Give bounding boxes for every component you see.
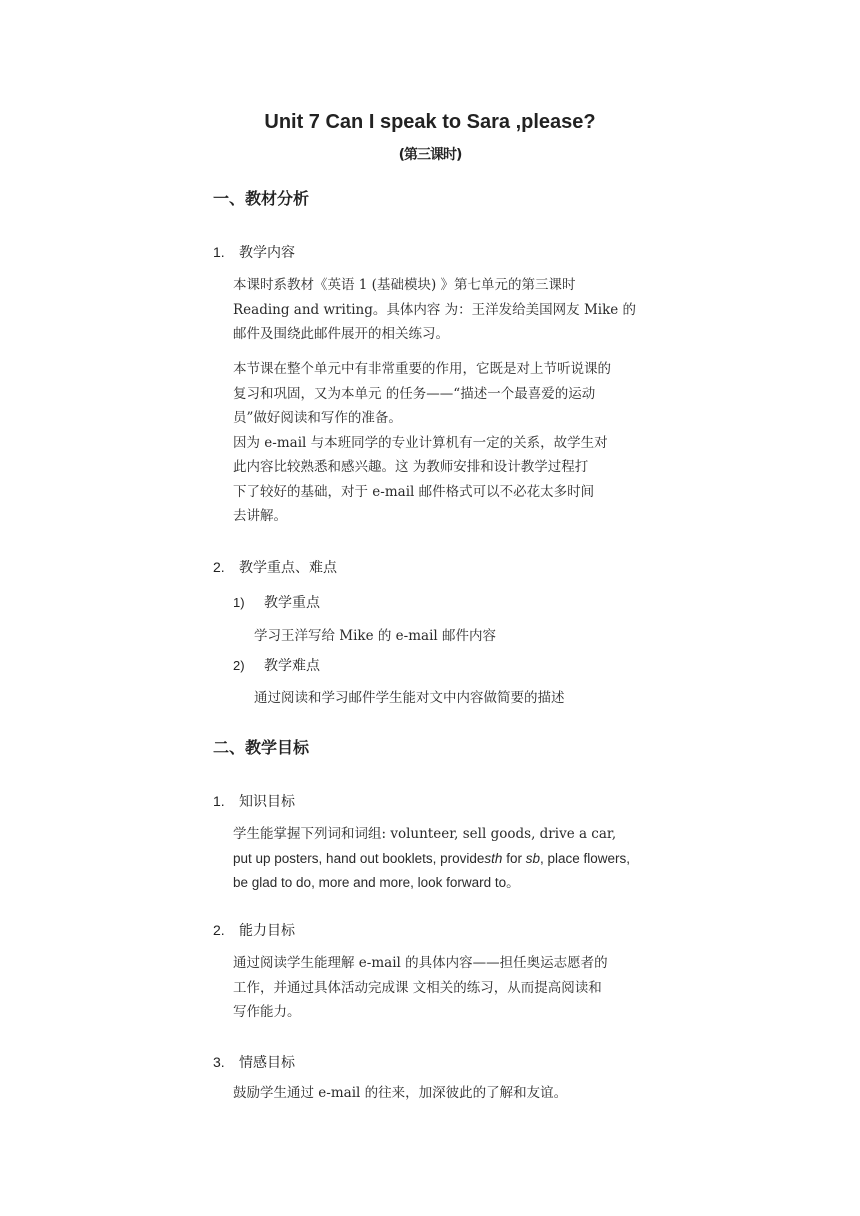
section2-item3-heading <box>213 1052 295 1072</box>
section2-heading: 二、教学目标 <box>213 738 310 757</box>
difficulties-subheading <box>233 655 320 675</box>
paragraph-line: 工作，并通过具体活动完成课 文相关的练习，从而提高阅读和 <box>233 979 602 996</box>
paragraph-line: 下了较好的基础，对于 e-mail 邮件格式可以不必花太多时间 <box>233 483 595 500</box>
item-label: 教学内容 <box>239 245 295 261</box>
key-points-subheading <box>233 592 320 612</box>
paragraph-line: 因为 e-mail 与本班同学的专业计算机有一定的关系，故学生对 <box>233 434 608 451</box>
teaching-content-paragraph-2 <box>233 357 653 529</box>
section2-item2-heading <box>213 920 295 940</box>
item-label: 能力目标 <box>239 923 295 939</box>
item-number: 2. <box>213 922 225 938</box>
paragraph-line: 通过阅读学生能理解 e-mail 的具体内容——担任奥运志愿者的 <box>233 955 608 971</box>
item-number: 3. <box>213 1054 225 1070</box>
item-number: 1. <box>213 793 225 809</box>
sub-label: 教学重点 <box>264 595 320 611</box>
paragraph-line: 学生能掌握下列词和词组: volunteer, sell goods, drive a car, <box>233 826 617 842</box>
paragraph-line: 邮件及围绕此邮件展开的相关练习。 <box>233 326 449 342</box>
sub-label: 教学难点 <box>264 658 320 674</box>
paragraph-line: 写作能力。 <box>233 1004 301 1020</box>
knowledge-goals-paragraph <box>233 822 653 896</box>
paragraph-line: 此内容比较熟悉和感兴趣。这 为教师安排和设计教学过程打 <box>233 459 589 475</box>
teaching-content-paragraph-1 <box>233 273 653 347</box>
text-run-italic: sb <box>525 850 540 866</box>
paragraph-line: 本课时系教材《英语 1 (基础模块) 》第七单元的第三课时 <box>233 277 576 293</box>
difficulties-text: 通过阅读和学习邮件学生能对文中内容做简要的描述 <box>254 690 565 706</box>
paragraph-line: 本节课在整个单元中有非常重要的作用，它既是对上节听说课的 <box>233 361 611 377</box>
document-title: Unit 7 Can I speak to Sara ,please? <box>264 111 596 133</box>
section2-item1-heading <box>213 791 295 811</box>
ability-goals-paragraph <box>233 951 653 1025</box>
paragraph-line: 鼓励学生通过 e-mail 的往来，加深彼此的了解和友谊。 <box>233 1085 568 1101</box>
paragraph-line: 去讲解。 <box>233 508 287 524</box>
document-subtitle: (第三课时) <box>398 147 462 163</box>
text-run: , place flowers, <box>539 850 631 866</box>
text-run: for <box>502 850 526 866</box>
item-label: 教学重点、难点 <box>239 560 337 576</box>
paragraph-line: 员”做好阅读和写作的准备。 <box>233 410 402 426</box>
section1-heading: 一、教材分析 <box>213 189 310 208</box>
sub-number: 2) <box>233 658 245 673</box>
paragraph-line <box>233 847 653 872</box>
key-points-text: 学习王洋写给 Mike 的 e-mail 邮件内容 <box>254 628 497 644</box>
text-run: put up posters, hand out booklets, provide <box>233 850 485 866</box>
item-number: 2. <box>213 559 225 575</box>
text-run-italic: sth <box>484 850 503 866</box>
section1-item2-heading <box>213 557 337 577</box>
section1-item1-heading <box>213 242 295 262</box>
item-number: 1. <box>213 244 225 260</box>
sub-number: 1) <box>233 595 245 610</box>
paragraph-line: be glad to do, more and more, look forward to。 <box>233 875 520 890</box>
paragraph-line: Reading and writing。具体内容 为：王洋发给美国网友 Mike 的 <box>233 301 637 318</box>
item-label: 情感目标 <box>239 1055 295 1071</box>
emotional-goals-text <box>233 1081 653 1106</box>
paragraph-line: 复习和巩固，又为本单元 的任务——“描述一个最喜爱的运动 <box>233 385 596 402</box>
item-label: 知识目标 <box>239 794 295 810</box>
